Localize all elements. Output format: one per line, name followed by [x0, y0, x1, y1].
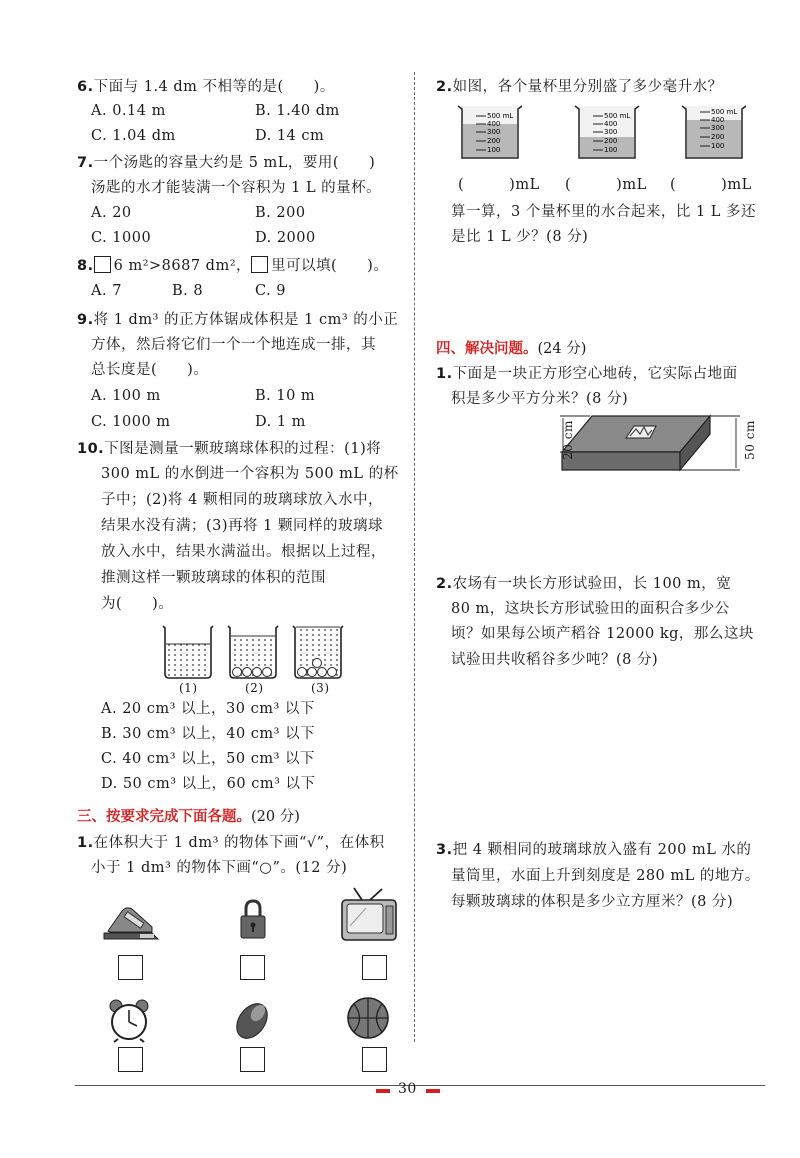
- q10-text: 10.下图是测量一颗玻璃球体积的过程：(1)将: [77, 441, 382, 457]
- cup1-scale-400: 400: [487, 120, 501, 128]
- cup2-scale-300: 300: [604, 128, 618, 136]
- s4q2-text: 2.农场有一块长方形试验田，长 100 m，宽: [436, 576, 732, 592]
- stapler-answer-box[interactable]: [118, 955, 143, 980]
- q6-option-a[interactable]: A. 0.14 m: [91, 103, 166, 119]
- television-icon: [340, 886, 398, 944]
- q7-option-a[interactable]: A. 20: [91, 205, 132, 221]
- q8-text: 8. 6 m²>8687 dm²， 里可以填( )。: [77, 258, 389, 274]
- s4q2-text-4: 试验田共收稻谷多少吨？(8 分): [451, 652, 659, 668]
- section-3-heading: 三、按要求完成下面各题。(20 分): [77, 809, 300, 825]
- cup2-scale-400: 400: [604, 120, 618, 128]
- q6-text: 6.下面与 1.4 dm 不相等的是( )。: [77, 79, 335, 95]
- beaker-label-3: (3): [311, 681, 330, 695]
- cup2-answer-blank[interactable]: ( )mL: [565, 177, 647, 193]
- cup1-scale-500: 500 mL: [487, 112, 514, 120]
- tile-dim-50cm: 50 cm: [742, 420, 757, 460]
- television-answer-box[interactable]: [362, 955, 387, 980]
- q8-option-b[interactable]: B. 8: [172, 283, 204, 299]
- floor-tile-figure: [560, 408, 760, 490]
- mouse-answer-box[interactable]: [240, 1047, 265, 1072]
- cup3-scale-100: 100: [711, 142, 725, 150]
- padlock-icon: [238, 898, 268, 940]
- cup3-scale-400: 400: [711, 116, 725, 124]
- beaker-1: [163, 626, 213, 678]
- beaker-3: [293, 626, 343, 678]
- q9-option-b[interactable]: B. 10 m: [255, 388, 316, 404]
- footer-rule: [75, 1085, 765, 1086]
- beaker-label-1: (1): [179, 681, 198, 695]
- q6-option-c[interactable]: C. 1.04 dm: [91, 128, 176, 144]
- q10-text-3: 子中；(2)将 4 颗相同的玻璃球放入水中，: [101, 492, 383, 508]
- s3q1-text: 1.在体积大于 1 dm³ 的物体下画“√”，在体积: [77, 835, 385, 851]
- basketball-icon: [345, 995, 391, 1041]
- s4q2-text-3: 顷？如果每公顷产稻谷 12000 kg，那么这块: [451, 626, 754, 642]
- s3q2-text-2: 算一算，3 个量杯里的水合起来，比 1 L 多还: [451, 204, 757, 220]
- beaker-2: [228, 626, 278, 678]
- s3q1-text-2: 小于 1 dm³ 的物体下画“○”。(12 分): [91, 860, 348, 876]
- cup1-answer-blank[interactable]: ( )mL: [458, 177, 540, 193]
- q10-text-5: 放入水中，结果水满溢出。根据以上过程，: [101, 544, 386, 560]
- cup2-scale-200: 200: [604, 137, 618, 145]
- s4q3-text-2: 量筒里，水面上升到刻度是 280 mL 的地方。: [451, 868, 760, 884]
- computer-mouse-icon: [233, 997, 271, 1041]
- cup1-scale-100: 100: [487, 146, 501, 154]
- column-divider: [414, 72, 415, 1042]
- stapler-icon: [102, 903, 160, 943]
- cup2-scale-500: 500 mL: [604, 112, 631, 120]
- q8-option-a[interactable]: A. 7: [91, 283, 122, 299]
- cup2-scale-100: 100: [604, 146, 618, 154]
- padlock-answer-box[interactable]: [240, 955, 265, 980]
- s4q3-text: 3.把 4 颗相同的玻璃球放入盛有 200 mL 水的: [436, 842, 752, 858]
- q7-text: 7.一个汤匙的容量大约是 5 mL，要用( ): [77, 155, 376, 171]
- q10-text-4: 结果水没有满；(3)再将 1 颗同样的玻璃球: [101, 518, 383, 534]
- q8-answer-box[interactable]: [94, 256, 111, 273]
- q8-answer-box-2[interactable]: [251, 256, 268, 273]
- s4q1-text: 1.下面是一块正方形空心地砖，它实际占地面: [436, 366, 738, 382]
- s3q2-text-3: 是比 1 L 少？(8 分): [451, 229, 589, 245]
- cup1-scale-200: 200: [487, 137, 501, 145]
- q10-option-b[interactable]: B. 30 cm³ 以上，40 cm³ 以下: [101, 726, 316, 742]
- cup3-scale-200: 200: [711, 133, 725, 141]
- q7-option-b[interactable]: B. 200: [255, 205, 306, 221]
- beaker-label-2: (2): [245, 681, 264, 695]
- measuring-cup-2: [575, 106, 639, 158]
- s3q2-text: 2.如图，各个量杯里分别盛了多少毫升水？: [436, 79, 723, 95]
- page-number-bar-left: [376, 1089, 390, 1093]
- q10-text-6: 推测这样一颗玻璃球的体积的范围: [101, 570, 326, 586]
- measuring-cups-figure: [456, 100, 768, 165]
- q7-option-d[interactable]: D. 2000: [255, 230, 316, 246]
- q10-text-7: 为( )。: [101, 596, 174, 612]
- q9-option-c[interactable]: C. 1000 m: [91, 414, 171, 430]
- q9-text-3: 总长度是( )。: [91, 362, 209, 378]
- s4q1-text-2: 积是多少平方分米？(8 分): [451, 391, 629, 407]
- alarm-clock-answer-box[interactable]: [118, 1047, 143, 1072]
- q10-option-d[interactable]: D. 50 cm³ 以上，60 cm³ 以下: [101, 776, 316, 792]
- measuring-cup-3: [682, 106, 746, 158]
- q10-text-2: 300 mL 的水倒进一个容积为 500 mL 的杯: [101, 466, 399, 482]
- q8-option-c[interactable]: C. 9: [255, 283, 287, 299]
- section-4-heading: 四、解决问题。(24 分): [436, 341, 587, 357]
- tile-dim-20cm: 20 cm: [560, 420, 575, 460]
- cup3-answer-blank[interactable]: ( )mL: [670, 177, 752, 193]
- s4q3-text-3: 每颗玻璃球的体积是多少立方厘米？(8 分): [451, 894, 734, 910]
- q9-option-d[interactable]: D. 1 m: [255, 414, 306, 430]
- page-number-bar-right: [426, 1089, 440, 1093]
- q7-text-2: 汤匙的水才能装满一个容积为 1 L 的量杯。: [91, 180, 382, 196]
- basketball-answer-box[interactable]: [362, 1047, 387, 1072]
- q10-option-a[interactable]: A. 20 cm³ 以上，30 cm³ 以下: [101, 701, 315, 717]
- alarm-clock-icon: [106, 997, 152, 1043]
- s4q2-text-2: 80 m，这块长方形试验田的面积合多少公: [451, 601, 730, 617]
- q6-option-d[interactable]: D. 14 cm: [255, 128, 325, 144]
- q6-option-b[interactable]: B. 1.40 dm: [255, 103, 340, 119]
- cup3-scale-500: 500 mL: [711, 108, 738, 116]
- q9-text: 9.将 1 dm³ 的正方体锯成体积是 1 cm³ 的小正: [77, 312, 399, 328]
- q7-option-c[interactable]: C. 1000: [91, 230, 152, 246]
- cup1-scale-300: 300: [487, 128, 501, 136]
- q10-option-c[interactable]: C. 40 cm³ 以上，50 cm³ 以下: [101, 751, 315, 767]
- page-number: 30: [398, 1081, 417, 1097]
- q9-option-a[interactable]: A. 100 m: [91, 388, 161, 404]
- measuring-cup-1: [458, 106, 522, 158]
- q9-text-2: 方体，然后将它们一个一个地连成一排，其: [91, 337, 376, 353]
- cup3-scale-300: 300: [711, 124, 725, 132]
